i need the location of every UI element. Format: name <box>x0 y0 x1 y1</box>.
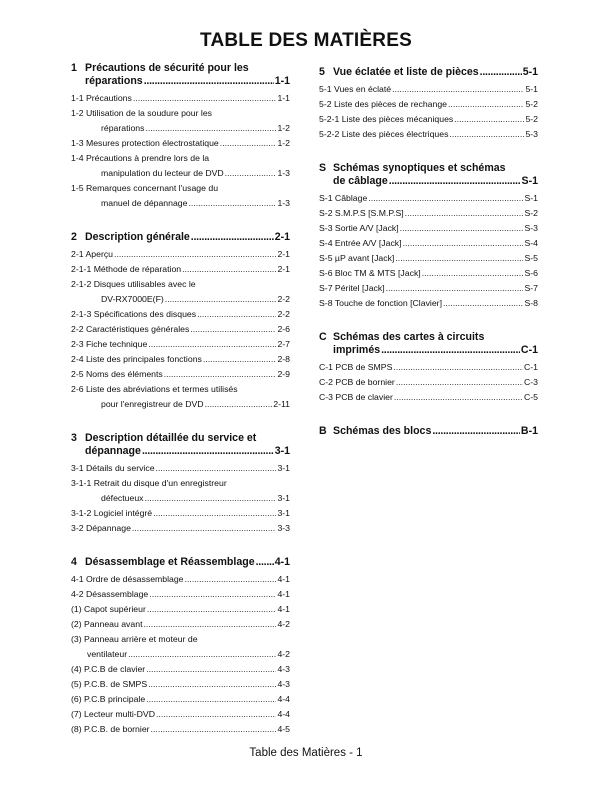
toc-entry[interactable]: 1-4 Précautions à prendre lors de la manipulation du lecteur de DVD . . . 1-3 <box>71 151 290 181</box>
toc-entry[interactable]: 5-2 Liste des pièces de rechange . . . 5-2 <box>319 97 538 112</box>
toc-section-c <box>319 331 538 405</box>
toc-entry[interactable]: 2-3 Fiche technique . . . 2-7 <box>71 337 290 352</box>
section-heading[interactable]: 2 Description générale . . . 2-1 <box>71 231 290 244</box>
toc-entry[interactable]: 1-2 Utilisation de la soudure pour les réparations . . . 1-2 <box>71 106 290 136</box>
toc-entry[interactable]: (2) Panneau avant . . . 4-2 <box>71 617 290 632</box>
page-footer: Table des Matières - 1 <box>249 747 363 759</box>
toc-entry[interactable]: S-4 Entrée A/V [Jack] . . . S-4 <box>319 236 538 251</box>
toc-entry[interactable]: S-5 µP avant [Jack] . . . S-5 <box>319 251 538 266</box>
toc-section-s <box>319 162 538 311</box>
toc-entry[interactable]: (4) P.C.B de clavier . . . 4-3 <box>71 662 290 677</box>
toc-entry[interactable]: (1) Capot supérieur . . . 4-1 <box>71 602 290 617</box>
toc-entry[interactable]: 2-1-2 Disques utilisables avec le DV-RX7000E(F) . . . 2-2 <box>71 277 290 307</box>
section-heading[interactable]: B Schémas des blocs . . . B-1 <box>319 425 538 438</box>
toc-entry[interactable]: S-1 Câblage . . . S-1 <box>319 191 538 206</box>
toc-entry[interactable]: 2-2 Caractéristiques générales . . . 2-6 <box>71 322 290 337</box>
toc-entry[interactable]: 2-1 Aperçu . . . 2-1 <box>71 247 290 262</box>
toc-section-2 <box>71 231 290 412</box>
toc-entry[interactable]: 1-1 Précautions . . . 1-1 <box>71 91 290 106</box>
toc-left-column <box>71 62 290 757</box>
toc-entry[interactable]: 2-1-1 Méthode de réparation . . . 2-1 <box>71 262 290 277</box>
toc-entry[interactable]: 3-2 Dépannage . . . 3-3 <box>71 521 290 536</box>
section-heading[interactable]: C Schémas des cartes à circuits imprimés . . . C-1 <box>319 331 538 357</box>
toc-entry[interactable]: C-3 PCB de clavier . . . C-5 <box>319 390 538 405</box>
section-heading[interactable]: 1 Précautions de sécurité pour les réparations . . . 1-1 <box>71 62 290 88</box>
toc-entry[interactable]: C-1 PCB de SMPS . . . C-1 <box>319 360 538 375</box>
toc-entry[interactable]: 1-3 Mesures protection électrostatique . . . 1-2 <box>71 136 290 151</box>
toc-entry[interactable]: (3) Panneau arrière et moteur de ventilateur . . . 4-2 <box>71 632 290 662</box>
section-heading[interactable]: 3 Description détaillée du service et dépannage . . . 3-1 <box>71 432 290 458</box>
toc-entry[interactable]: 4-1 Ordre de désassemblage . . . 4-1 <box>71 572 290 587</box>
toc-entry[interactable]: S-6 Bloc TM & MTS [Jack] . . . S-6 <box>319 266 538 281</box>
toc-entry[interactable]: 5-2-2 Liste des pièces électriques . . . 5-3 <box>319 127 538 142</box>
section-heading[interactable]: S Schémas synoptiques et schémas de câblage . . . S-1 <box>319 162 538 188</box>
toc-section-b <box>319 425 538 438</box>
toc-entry[interactable]: 2-6 Liste des abréviations et termes utilisés pour l'enregistreur de DVD . . . 2-11 <box>71 382 290 412</box>
toc-entry[interactable]: (7) Lecteur multi-DVD . . . 4-4 <box>71 707 290 722</box>
toc-entry[interactable]: S-2 S.M.P.S [S.M.P.S] . . . S-2 <box>319 206 538 221</box>
toc-entry[interactable]: 4-2 Désassemblage . . . 4-1 <box>71 587 290 602</box>
section-heading[interactable]: 4 Désassemblage et Réassemblage . . . 4-1 <box>71 556 290 569</box>
toc-entry[interactable]: 5-1 Vues en éclaté . . . 5-1 <box>319 82 538 97</box>
toc-right-column <box>319 66 538 458</box>
toc-entry[interactable]: 3-1-1 Retrait du disque d'un enregistreur défectueux . . . 3-1 <box>71 476 290 506</box>
toc-section-3 <box>71 432 290 536</box>
toc-entry[interactable]: S-7 Péritel [Jack] . . . S-7 <box>319 281 538 296</box>
toc-entry[interactable]: (5) P.C.B. de SMPS . . . 4-3 <box>71 677 290 692</box>
toc-entry[interactable]: S-8 Touche de fonction [Clavier] . . . S-8 <box>319 296 538 311</box>
toc-entry[interactable]: 3-1-2 Logiciel intégré . . . 3-1 <box>71 506 290 521</box>
toc-entry[interactable]: 5-2-1 Liste des pièces mécaniques . . . 5-2 <box>319 112 538 127</box>
toc-entry[interactable]: 2-4 Liste des principales fonctions . . . 2-8 <box>71 352 290 367</box>
toc-entry[interactable]: (8) P.C.B. de bornier . . . 4-5 <box>71 722 290 737</box>
toc-section-5 <box>319 66 538 142</box>
toc-entry[interactable]: C-2 PCB de bornier . . . C-3 <box>319 375 538 390</box>
toc-entry[interactable]: 2-1-3 Spécifications des disques . . . 2-2 <box>71 307 290 322</box>
toc-section-1 <box>71 62 290 211</box>
toc-entry[interactable]: 1-5 Remarques concernant l'usage du manuel de dépannage . . . 1-3 <box>71 181 290 211</box>
page-title: TABLE DES MATIÈRES <box>200 30 412 51</box>
toc-entry[interactable]: 2-5 Noms des éléments . . . 2-9 <box>71 367 290 382</box>
section-heading[interactable]: 5 Vue éclatée et liste de pièces . . . 5-1 <box>319 66 538 79</box>
toc-entry[interactable]: 3-1 Détails du service . . . 3-1 <box>71 461 290 476</box>
toc-section-4 <box>71 556 290 737</box>
toc-entry[interactable]: S-3 Sortie A/V [Jack] . . . S-3 <box>319 221 538 236</box>
toc-entry[interactable]: (6) P.C.B principale . . . 4-4 <box>71 692 290 707</box>
